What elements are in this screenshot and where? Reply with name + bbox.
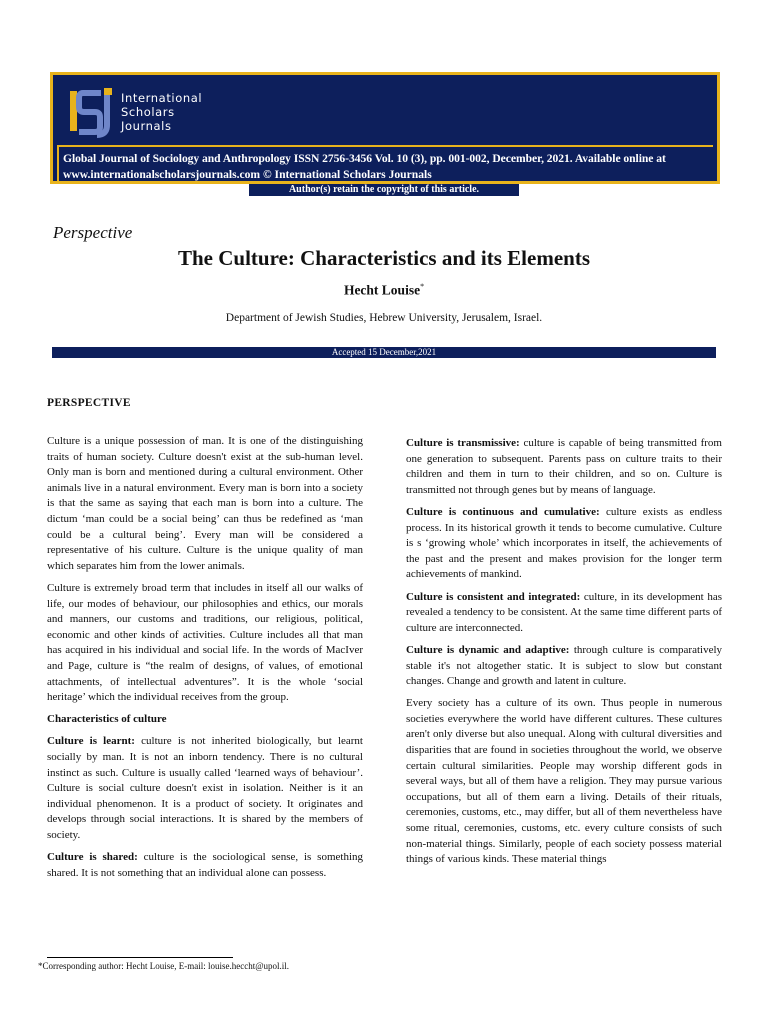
subheading: Characteristics of culture [47, 713, 167, 726]
logo-line: International [121, 91, 203, 105]
paragraph-text: culture is capable of being transmitted from one generation to subsequent. Parents pass on culture traits to their children and them in turn to their children, and so on. Culture is transmitted not through genes but by means of language. [406, 437, 722, 496]
article-title: The Culture: Characteristics and its Elements [178, 246, 590, 270]
author-name: Hecht Louise [343, 282, 421, 298]
paragraph [406, 643, 722, 690]
journal-logo [67, 83, 237, 141]
logo-line: Journals [121, 119, 172, 133]
paragraph-text: culture exists as endless process. In its historical growth it tends to become cumulative. Culture is s ‘growing whole’ which incorporates in itself, the achievements of the past and the present and makes provision for the longer term achievements of mankind. [406, 505, 722, 581]
author-footnote-mark: * [420, 282, 425, 291]
citation-line: Global Journal of Sociology and Anthropology ISSN 2756-3456 Vol. 10 (3), pp. 001-002, December, 2021. Available online at [63, 152, 666, 165]
paragraph-lead: Culture is continuous and cumulative: [406, 505, 600, 518]
right-column [406, 436, 722, 874]
paragraph: Every society has a culture of its own. Thus people in numerous societies everywhere the world have different cultures. These cultures aren't only diverse but also unequal. Along with cultural diversities and disparities that are found in societies throughout the world, we observe certain cultural similarities. People may worship different gods in several ways, but all of them have a religion. They may pursue various occupations, but all of them earn a living. Details of their rituals, ceremonies, customs, etc., may differ, but all of them nevertheless have some ritual, ceremonies, customs, etc. every culture consists of such non-material things. Similarly, people of each society possess material things of various kinds. These material things [406, 697, 722, 866]
copyright-notice: Author(s) retain the copyright of this article. [249, 184, 519, 196]
paragraph-text: culture is the sociological sense, is something shared. It is not something that an individual alone can possess. [47, 851, 363, 879]
citation-line: www.internationalscholarsjournals.com © International Scholars Journals [63, 168, 432, 181]
paragraph-lead: Culture is dynamic and adaptive: [406, 643, 570, 656]
footnote-rule [47, 957, 233, 958]
paragraph-lead: Culture is learnt: [47, 735, 135, 748]
paragraph [406, 436, 722, 498]
paragraph-text: through culture is comparatively stable it's not altogether static. It is subject to slow but constant changes. Change and growth and latent in culture. [406, 643, 723, 688]
paragraph [406, 505, 722, 583]
paragraph: Culture is extremely broad term that includes in itself all our walks of life, our modes of behaviour, our philosophies and ethics, our morals and manners, our customs and traditions, our religious, political, economic and other kinds of activities. Culture includes all that man has acquired in his individual and social life. In the words of MacIver and Page, culture is “the realm of designs, of values, of emotional attachments, of intellectual adventures”. It is the whole ‘social heritage’ which the individual receives from the group. [47, 581, 363, 704]
section-heading: PERSPECTIVE [47, 397, 131, 409]
paragraph-lead: Culture is consistent and integrated: [406, 590, 581, 603]
author-affiliation: Department of Jewish Studies, Hebrew University, Jerusalem, Israel. [225, 312, 543, 324]
paragraph [47, 850, 363, 881]
author-line [0, 282, 768, 299]
paragraph-lead: Culture is shared: [47, 851, 138, 864]
left-column [47, 434, 363, 888]
paragraph: Culture is a unique possession of man. It is one of the distinguishing traits of human society. Culture doesn't exist at the sub-human level. Only man is born and mentioned during a cultural environment. Other animals live in a natural environment. Every man is born into a society is that the same as saying that each man is born into a culture. The dictum ‘man could be a social being’ can thus be redefined as ‘man could be a cultural being’. Every man will be considered a representative of his culture. Culture is the unique quality of man which separates him from the lower animals. [47, 435, 363, 572]
paragraph-lead: Culture is transmissive: [406, 437, 520, 449]
corresponding-author-footnote: *Corresponding author: Hecht Louise, E-mail: louise.heccht@upol.il. [38, 961, 289, 971]
paragraph [47, 734, 363, 843]
logo-line: Scholars [121, 105, 175, 119]
journal-citation [57, 145, 713, 183]
paragraph-text: culture, in its development has revealed a tendency to be consistent. At the same time different parts of culture are interconnected. [406, 590, 722, 634]
accepted-date: Accepted 15 December,2021 [52, 347, 716, 358]
paragraph [406, 590, 722, 637]
paragraph-text: culture is not inherited biologically, but learnt socially by man. It is not an inborn tendency. There is no cultural instinct as such. Culture is usually called ‘learned ways of behaviour’. Culture is social culture doesn't exist in isolation. Neither is it an individual phenomenon. It is a product of society. It originates and develops through social interactions. It is shared by the members of society. [47, 735, 363, 842]
isj-logo-mark [67, 85, 119, 139]
logo-wordmark [121, 91, 202, 133]
article-type: Perspective [53, 223, 133, 242]
journal-banner [50, 72, 720, 184]
